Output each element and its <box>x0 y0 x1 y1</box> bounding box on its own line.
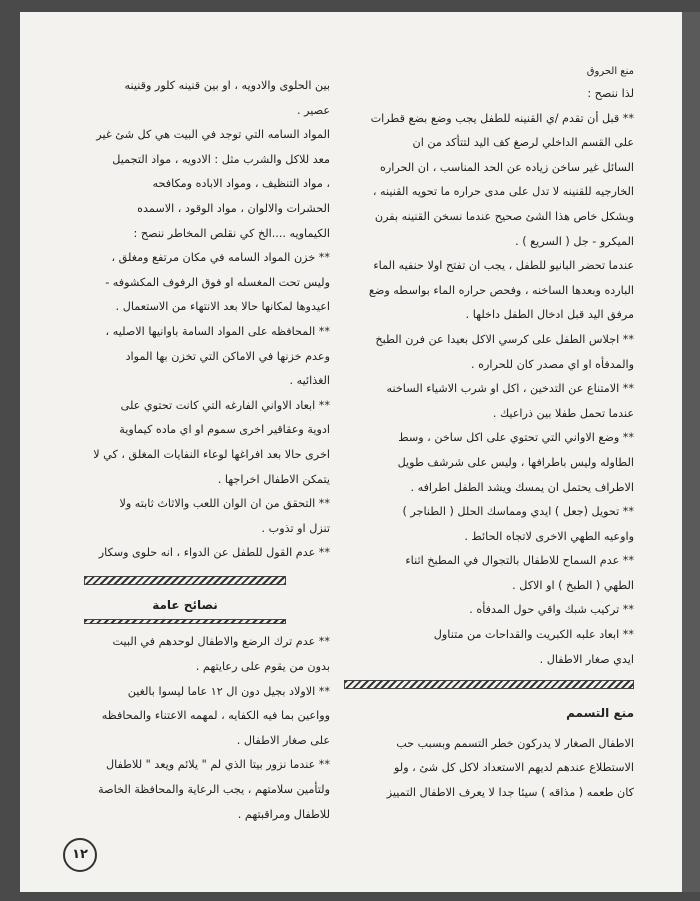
text-line: على صغار الاطفال . <box>236 733 330 747</box>
text-line: عندما تحمل طفلا بين ذراعيك . <box>492 406 634 420</box>
text-line: الاستطلاع عندهم لديهم الاستعداد لاكل كل شئ ، ولو <box>394 761 634 775</box>
section-divider <box>84 576 286 585</box>
text-line: ** قبل أن تقدم /ي القنينه للطفل يجب وضع بضع قطرات <box>370 111 634 125</box>
text-line: ادوية وعقاقير اخرى سموم او اي ماده كيماوية <box>119 423 330 437</box>
left-column <box>40 74 330 827</box>
text-line: ** اجلاس الطفل على كرسي الاكل بعيدا عن فرن الطبخ <box>375 332 634 346</box>
text-line: ** التحقق من ان الوان اللعب والاثاث ثابته ولا <box>119 497 330 511</box>
text-line: ** ابعاد علبه الكبريت والقداحات من متناول <box>433 628 634 642</box>
right-text-block-2 <box>342 732 634 806</box>
text-line: الطاوله وليس باطرافها ، وليس على شرشف طويل <box>397 455 634 469</box>
text-line: اخرى حالا بعد افراغها لوعاء النفايات المغلق ، كي لا <box>93 447 330 461</box>
text-line: المواد السامه التي توجد في البيت هي كل شئ غير <box>96 128 330 142</box>
text-line: ولتأمين سلامتهم ، يجب الرعاية والمحافظة الخاصة <box>98 783 330 797</box>
text-line: ** عدم ترك الرضع والاطفال لوحدهم في البيت <box>112 635 330 649</box>
text-line: ** عدم القول للطفل عن الدواء ، انه حلوى وسكار <box>98 546 330 560</box>
text-line: ** ابعاد الاواني الفارغه التي كانت تحتوي على <box>120 398 330 412</box>
right-text-block-1 <box>342 82 634 672</box>
section-header: منع الحروق <box>586 66 634 77</box>
text-line: ** تركيب شبك واقي حول المدفأه . <box>469 603 634 617</box>
text-line: ** خزن المواد السامه في مكان مرتفع ومغلق ، <box>111 251 330 265</box>
text-line: وبشكل خاص هذا الشئ صحيح عندما نسخن القنينه بفرن <box>374 209 634 223</box>
text-line: البارده وبعدها الساخنه ، وفحص حراره الماء بواسطه وضع <box>368 283 634 297</box>
text-line: ** الاولاد بجيل دون ال ١٢ عاما ليسوا بالغين <box>127 684 330 698</box>
text-line: ** عدم السماح للاطفال بالتجوال في المطبخ اثناء <box>405 554 634 568</box>
section-title-underline <box>84 619 286 624</box>
text-line: ** عندما نزور بيتا الذي لم " يلائم ويعد " للاطفال <box>105 758 330 772</box>
text-line: ايدي صغار الاطفال . <box>539 652 634 666</box>
text-line: ** الامتناع عن التدخين ، اكل او شرب الاشياء الساخنه <box>386 382 634 396</box>
text-line: بين الحلوى والادويه ، او بين قنينه كلور وقنينه <box>124 79 330 92</box>
text-line: الاطراف يحتمل ان يمسك ويشد الطفل اطرافه . <box>410 480 634 494</box>
document-page <box>20 12 682 892</box>
section-divider <box>344 680 634 689</box>
text-line: الاطفال الصغار لا يدركون خطر التسمم وبسبب حب <box>396 736 634 750</box>
text-line: عصير . <box>296 103 330 117</box>
left-text-block-2 <box>40 630 330 827</box>
text-line: الطهي ( الطبخ ) او الاكل . <box>512 578 634 592</box>
text-line: والمدفأه او اي مصدر كان للحراره . <box>471 357 634 371</box>
right-column <box>342 64 634 806</box>
text-line: ، مواد التنظيف ، ومواد الاباده ومكافحه <box>152 177 330 191</box>
text-line: الغذائيه . <box>289 374 330 388</box>
text-line: مرفق اليد قبل ادخال الطفل داخلها . <box>465 308 634 322</box>
text-line: يتمكن الاطفال اخراجها . <box>217 472 330 486</box>
text-line: تنزل او تذوب . <box>261 521 330 535</box>
text-line: الكيماويه ....الخ كي نقلص المخاطر ننصح : <box>133 226 330 240</box>
section-title-poison-prevention: منع التسمم <box>566 706 634 721</box>
text-line: ** المحافظه على المواد السامة باوانيها الاصليه ، <box>105 324 330 338</box>
text-line: الحشرات والالوان ، مواد الوقود ، الاسمده <box>137 201 330 215</box>
text-line: وعدم خزنها في الاماكن التي تخزن بها المواد <box>125 349 330 363</box>
left-text-block-1 <box>40 74 330 566</box>
text-line: ** وضع الاواني التي تحتوي على اكل ساخن ، وسط <box>398 431 634 445</box>
text-line: وليس تحت المغسله او فوق الرفوف المكشوفه - <box>105 275 330 289</box>
text-line: وواعين بما فيه الكفايه ، لمهمه الاعتناء والمحافظه <box>101 709 330 723</box>
text-line: واوعيه الطهي الاخرى لاتجاه الحائط . <box>464 529 634 543</box>
text-line: اعيدوها لمكانها حالا بعد الانتهاء من الاستعمال . <box>115 300 330 314</box>
text-line: كان طعمه ( مذاقه ) سيئا جدا لا يعرف الاطفال التمييز <box>386 786 634 800</box>
text-line: للاطفال ومراقبتهم . <box>237 807 330 821</box>
text-line: الخارجيه للقنينه لا تدل على مدى حراره ما تحويه القنينه ، <box>372 185 634 199</box>
scan-edge <box>682 12 700 892</box>
page-number: ١٢ <box>63 838 97 872</box>
section-title-general-advice: نصائح عامة <box>152 597 218 612</box>
text-line: بدون من يقوم على رعايتهم . <box>195 660 330 674</box>
text-line: على القسم الداخلي لرصغ كف اليد لتتأكد من ان <box>412 136 634 150</box>
text-line: عندما تحضر البانيو للطفل ، يجب ان تفتح اولا حنفيه الماء <box>373 259 634 273</box>
text-line: ** تحويل (جعل ) ايدي ومماسك الحلل ( الطناجر ) <box>402 505 634 519</box>
text-line: معد للاكل والشرب مثل : الادويه ، مواد التجميل <box>112 152 330 166</box>
text-line: لذا ننصح : <box>587 87 634 100</box>
text-line: السائل غير ساخن زياده عن الحد المناسب ، ان الحراره <box>379 160 634 174</box>
text-line: الميكرو - جل ( السريع ) . <box>515 234 634 248</box>
